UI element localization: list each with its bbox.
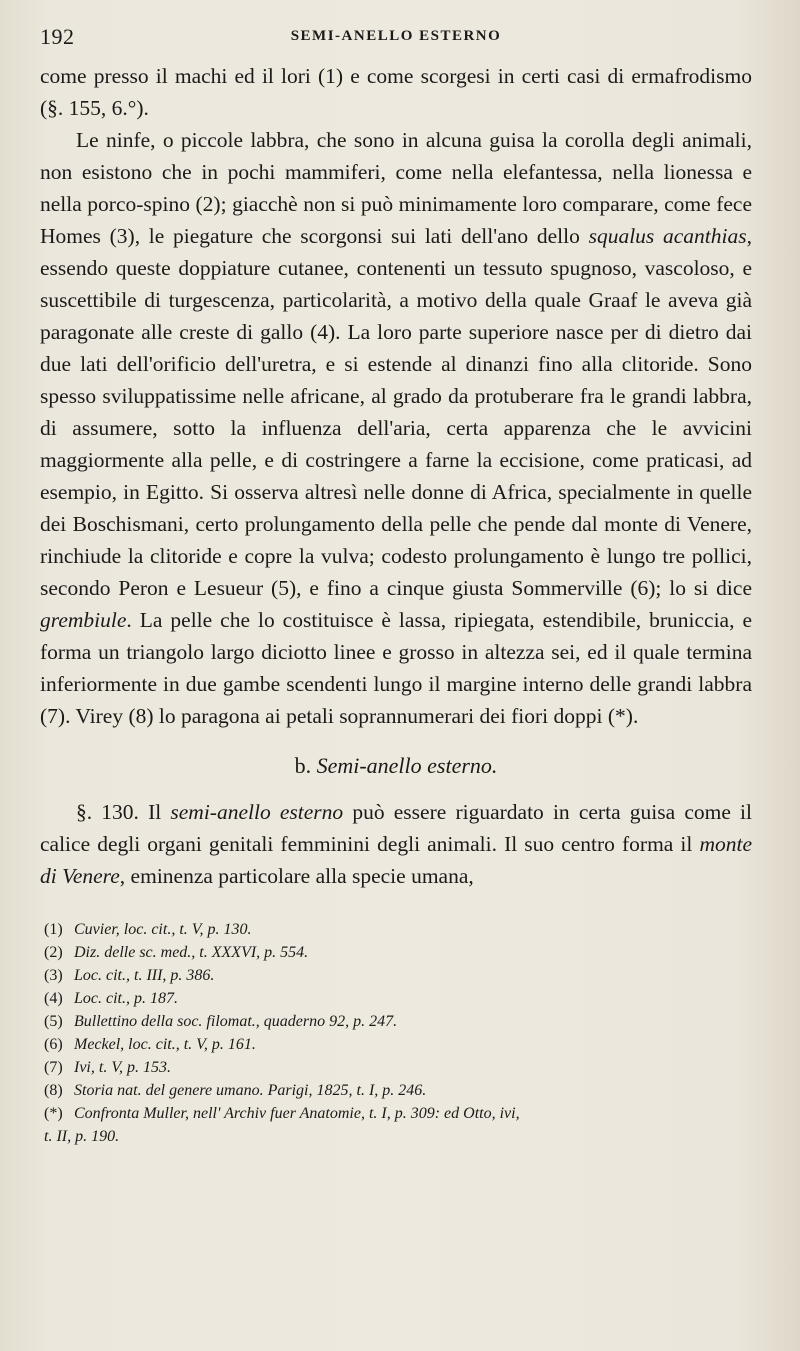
paragraph-3-part-a: §. 130. Il bbox=[76, 800, 171, 824]
footnote-number: (8) bbox=[44, 1082, 63, 1099]
footnote-number: (7) bbox=[44, 1059, 63, 1076]
term-grembiule: grembiule bbox=[40, 608, 127, 632]
footnote-number: (6) bbox=[44, 1036, 63, 1053]
term-semi-anello: semi-anello esterno bbox=[170, 800, 344, 824]
paragraph-3-part-c: , eminenza particolare alla specie umana, bbox=[119, 864, 474, 888]
footnote-text: Loc. cit., p. 187. bbox=[74, 990, 178, 1007]
footnote bbox=[40, 987, 752, 1010]
footnote-number: (1) bbox=[44, 921, 63, 938]
footnote bbox=[40, 964, 752, 987]
footnote-text: Diz. delle sc. med., t. XXXVI, p. 554. bbox=[74, 944, 309, 961]
paragraph-continuation bbox=[40, 60, 752, 124]
footnote-text: Storia nat. del genere umano. Parigi, 1825, t. I, p. 246. bbox=[74, 1082, 427, 1099]
page-number: 192 bbox=[40, 24, 75, 49]
footnote-continuation-text: t. II, p. 190. bbox=[44, 1128, 120, 1145]
footnote-text: Meckel, loc. cit., t. V, p. 161. bbox=[74, 1036, 256, 1053]
footnote bbox=[40, 1033, 752, 1056]
footnote-number: (*) bbox=[44, 1105, 63, 1122]
paragraph-ninfe bbox=[40, 124, 752, 732]
footnote-text: Loc. cit., t. III, p. 386. bbox=[74, 967, 215, 984]
footnote bbox=[40, 941, 752, 964]
footnote-text: Ivi, t. V, p. 153. bbox=[74, 1059, 172, 1076]
footnote-continuation bbox=[40, 1125, 752, 1148]
footnote-text: Bullettino della soc. filomat., quaderno 92, p. 247. bbox=[74, 1013, 398, 1030]
footnote-text: Cuvier, loc. cit., t. V, p. 130. bbox=[74, 921, 252, 938]
paragraph-130 bbox=[40, 796, 752, 892]
footnote bbox=[40, 1079, 752, 1102]
paragraph-2-part-a: Le ninfe, o piccole labbra, che sono in alcuna guisa la corolla degli animali, non esistono che in pochi mammiferi, come nella elefantessa, nella lionessa e nella porco-spino (2); giacchè non si può minimamente loro comparare, come fece Homes (3), le piegature che scorgonsi sui lati dell'ano dello bbox=[40, 128, 752, 248]
body-text bbox=[40, 60, 752, 892]
footnote-number: (4) bbox=[44, 990, 63, 1007]
subheading-letter: b. bbox=[294, 753, 312, 778]
footnote-number: (5) bbox=[44, 1013, 63, 1030]
paragraph-2-part-b: , essendo queste doppiature cutanee, contenenti un tessuto spugnoso, vascoloso, e suscettibile di turgescenza, particolarità, a motivo della quale Graaf le aveva già paragonate alle creste di gallo (4). La loro parte superiore nasce per di dietro dai due lati dell'orificio dell'uretra, e si estende al dinanzi fino alla clitoride. Sono spesso sviluppatissime nelle africane, al grado da protuberare fra le grandi labbra, di assumere, sotto la influenza dell'aria, certa apparenza che le avvicini maggiormente alla pelle, e di costringere a farne la eccisione, come praticasi, ad esempio, in Egitto. Si osserva altresì nelle donne di Africa, specialmente in quelle dei Boschismani, certo prolungamento della pelle che pende dal monte di Venere, rinchiude la clitoride e copre la vulva; codesto prolungamento è lungo tre pollici, secondo Peron e Lesueur (5), e fino a cinque giusta Sommerville (6); lo si dice bbox=[40, 224, 752, 600]
paragraph-2-part-c: . La pelle che lo costituisce è lassa, ripiegata, estendibile, bruniccia, e forma un triangolo largo diciotto linee e grosso in altezza sei, ed il quale termina inferiormente in due gambe scendenti lungo il margine interno delle grandi labbra (7). Virey (8) lo paragona ai petali soprannumerari dei fiori doppi (*). bbox=[40, 608, 752, 728]
footnote bbox=[40, 1056, 752, 1079]
footnotes bbox=[40, 918, 752, 1148]
term-monte-di-venere: monte di Venere bbox=[40, 832, 752, 888]
running-head bbox=[40, 24, 752, 60]
running-title: SEMI-ANELLO ESTERNO bbox=[290, 28, 502, 44]
footnote bbox=[40, 1010, 752, 1033]
footnote bbox=[40, 918, 752, 941]
section-subheading bbox=[40, 750, 752, 782]
footnote-text: Confronta Muller, nell' Archiv fuer Anatomie, t. I, p. 309: ed Otto, ivi, bbox=[74, 1105, 520, 1122]
paragraph-3-part-b: può essere riguardato in certa guisa come il calice degli organi genitali femminini degli animali. Il suo centro forma il bbox=[40, 800, 753, 856]
footnote bbox=[40, 1102, 752, 1125]
subheading-title: Semi-anello esterno. bbox=[316, 753, 498, 778]
footnote-number: (2) bbox=[44, 944, 63, 961]
footnote-number: (3) bbox=[44, 967, 63, 984]
species-name: squalus acanthias bbox=[588, 224, 747, 248]
paragraph-1-text: come presso il machi ed il lori (1) e come scorgesi in certi casi di ermafrodismo (§. 155, 6.°). bbox=[40, 64, 752, 120]
